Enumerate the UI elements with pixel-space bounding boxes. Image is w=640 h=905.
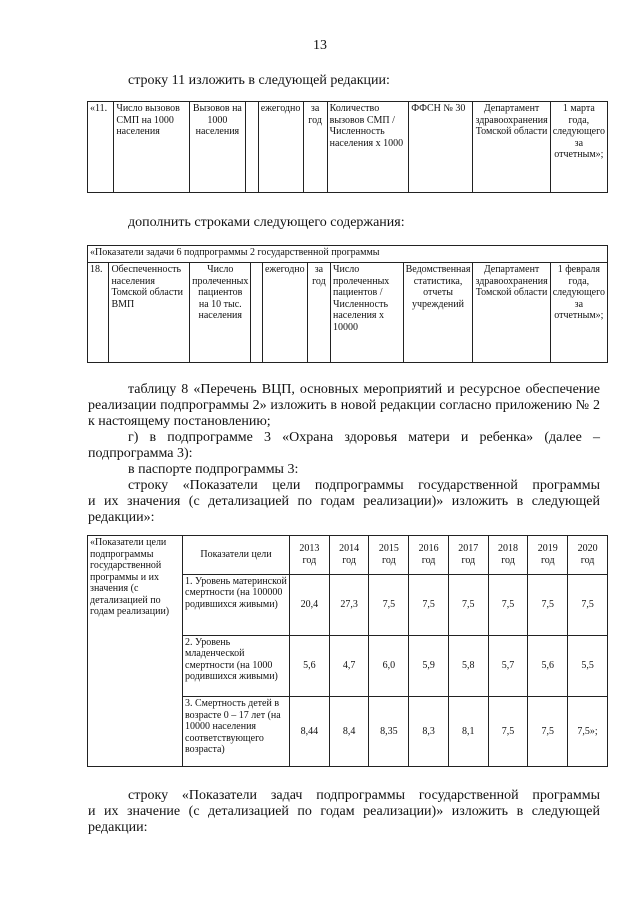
goal-value: 7,5 (488, 574, 528, 635)
row18-source: Ведомственная статистика, отчеты учреждений (403, 263, 473, 363)
row11-deadline: 1 марта года, следующего за отчетным»; (550, 102, 607, 193)
year-2018: 2018 год (488, 536, 528, 575)
row11-name: Число вызовов СМП на 1000 населения (114, 102, 190, 193)
goal-value: 27,3 (329, 574, 369, 635)
row18-name: Обеспеченность населения Томской области ВМП (109, 263, 190, 363)
para-table8-line1: таблицу 8 «Перечень ВЦП, основных мероприятий и ресурсное обеспечение (128, 382, 600, 397)
row11-source: ФФСН № 30 (409, 102, 473, 193)
task6-header: «Показатели задачи 6 подпрограммы 2 государственной программы (88, 246, 608, 263)
row18-freq: ежегодно (262, 263, 307, 363)
row11-period: за год (303, 102, 327, 193)
para-g-line2: подпрограмма 3): (88, 446, 193, 461)
goal-row-name: 3. Смертность детей в возрасте 0 – 17 лет (на 10000 населения соответствующего возраста) (183, 697, 290, 767)
goal-value: 7,5 (528, 697, 568, 767)
goal-value: 5,6 (290, 635, 330, 696)
row18-period: за год (307, 263, 330, 363)
goal-row-name: 2. Уровень младенческой смертности (на 1000 родившихся живыми) (183, 635, 290, 696)
goal-value: 7,5 (448, 574, 488, 635)
row11-unit: Вызовов на 1000 населения (189, 102, 245, 193)
para-table8-line2: реализации подпрограммы 2» изложить в новой редакции согласно приложению № 2 (88, 398, 600, 413)
intro-row11: строку 11 изложить в следующей редакции: (128, 73, 390, 88)
year-2015: 2015 год (369, 536, 409, 575)
para-tasks-line3: редакции: (88, 820, 148, 835)
row18-responsible: Департамент здравоохранения Томской области (473, 263, 550, 363)
goal-value: 5,6 (528, 635, 568, 696)
goal-left-label: «Показатели цели подпрограммы государственной программы и их значения (с детализацией по годам реализации) (88, 536, 183, 767)
goal-value: 4,7 (329, 635, 369, 696)
row11-num: «11. (88, 102, 114, 193)
year-2017: 2017 год (448, 536, 488, 575)
para-table8-line3: к настоящему постановлению; (88, 414, 271, 429)
para-g-line1: г) в подпрограмме 3 «Охрана здоровья матери и ребенка» (далее – (128, 430, 600, 445)
goal-value: 8,3 (409, 697, 449, 767)
goal-indicators-table (87, 535, 608, 767)
row18-formula: Число пролеченных пациентов / Численность населения х 10000 (331, 263, 404, 363)
goal-value: 7,5 (528, 574, 568, 635)
row11-formula: Количество вызовов СМП / Численность населения х 1000 (327, 102, 409, 193)
goal-value: 8,1 (448, 697, 488, 767)
page-number: 13 (313, 38, 327, 53)
row18-deadline: 1 февраля года, следующего за отчетным»; (550, 263, 607, 363)
row11-responsible: Департамент здравоохранения Томской области (473, 102, 550, 193)
row18-empty (251, 263, 262, 363)
goal-value: 5,9 (409, 635, 449, 696)
para-tasks-line2: и их значение (с детализацией по годам реализации)» изложить в следующей (88, 804, 600, 819)
year-2020: 2020 год (568, 536, 608, 575)
row11-empty (245, 102, 258, 193)
goal-value: 7,5 (568, 574, 608, 635)
task6-table (87, 245, 608, 363)
year-2013: 2013 год (290, 536, 330, 575)
row11-table (87, 101, 608, 193)
goal-value: 6,0 (369, 635, 409, 696)
intro-add-rows: дополнить строками следующего содержания: (128, 215, 405, 230)
row18-unit: Число пролеченных пациентов на 10 тыс. населения (190, 263, 251, 363)
goal-header: Показатели цели (183, 536, 290, 575)
goal-value: 7,5 (409, 574, 449, 635)
table-row (88, 102, 608, 193)
goal-value: 7,5 (369, 574, 409, 635)
para-row-line3: редакции»: (88, 510, 155, 525)
para-passport: в паспорте подпрограммы 3: (128, 462, 299, 477)
goal-value: 8,4 (329, 697, 369, 767)
table-row (88, 536, 608, 575)
goal-value: 5,5 (568, 635, 608, 696)
year-2014: 2014 год (329, 536, 369, 575)
goal-value: 5,8 (448, 635, 488, 696)
goal-value: 5,7 (488, 635, 528, 696)
table-row (88, 263, 608, 363)
para-row-line1: строку «Показатели цели подпрограммы государственной программы (128, 478, 600, 493)
para-tasks-line1: строку «Показатели задач подпрограммы государственной программы (128, 788, 600, 803)
year-2016: 2016 год (409, 536, 449, 575)
year-2019: 2019 год (528, 536, 568, 575)
goal-value: 20,4 (290, 574, 330, 635)
para-row-line2: и их значения (с детализацией по годам реализации)» изложить в следующей (88, 494, 600, 509)
goal-value: 7,5 (488, 697, 528, 767)
goal-value: 7,5»; (568, 697, 608, 767)
goal-value: 8,44 (290, 697, 330, 767)
table-row (88, 246, 608, 263)
row11-freq: ежегодно (258, 102, 303, 193)
goal-row-name: 1. Уровень материнской смертности (на 100000 родившихся живыми) (183, 574, 290, 635)
row18-num: 18. (88, 263, 109, 363)
goal-value: 8,35 (369, 697, 409, 767)
